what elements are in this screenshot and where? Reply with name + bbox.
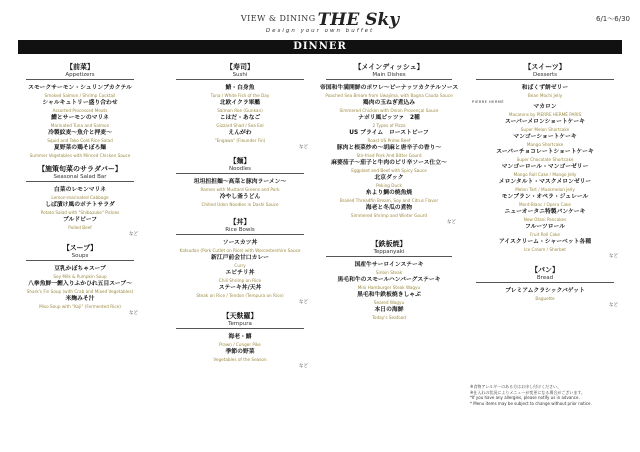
item-jp: 米麹みそ汁 [65, 296, 95, 302]
item-en: Curry [234, 262, 246, 268]
item-jp: 豚肉と根菜炒め～胡麻と唐辛子の香り～ [336, 145, 442, 151]
and-more-note: など [299, 364, 308, 369]
footnotes [470, 384, 625, 406]
item-en: New Otani Pancakes [523, 216, 567, 222]
item-en: Bean Mochi Jelly [527, 92, 563, 98]
menu-item [20, 145, 140, 158]
item-jp: 北京ダック [374, 175, 404, 181]
pierre-herme-logo: PIERRE HERMÉ [472, 100, 505, 104]
menu-item [170, 349, 310, 362]
item-jp: 本日の海鮮 [374, 307, 404, 313]
section-title-jp: 【寿司】 [226, 63, 254, 71]
section-main-dishes [320, 62, 458, 80]
column-4 [470, 62, 620, 314]
item-jp: エビチリ丼 [225, 270, 255, 276]
item-en: Squid and Tako Cold Rice Salad [47, 137, 113, 143]
item-jp: マンゴーショートケーキ [513, 134, 577, 140]
item-jp: 黒毛和牛鉄板焼きしゃぶ [357, 292, 421, 298]
item-jp: プレミアムクラシックバゲット [505, 288, 585, 294]
item-en: Miso Soup with "Koji" (Fermented Rice) [39, 303, 121, 309]
item-jp: 国産牛サーロインステーキ [354, 262, 424, 268]
item-jp: 冷やし釜うどん [219, 194, 261, 200]
item-en: Macarons by PIERRE HERMÉ PARIS [508, 111, 582, 117]
column-1 [20, 62, 140, 322]
item-en: Seared Wagyu [373, 299, 405, 305]
menu-item [320, 115, 458, 128]
menu-item [170, 115, 310, 128]
section-title-en: Seasonal Salad Bar [26, 174, 134, 182]
column-3 [320, 62, 458, 322]
item-en: Mini Hamburger Steak Wagyu [357, 284, 421, 290]
item-en: Gizzard Shad / Sea Eel [216, 122, 264, 128]
item-jp: フルーツロール [525, 224, 565, 230]
section-noodles [170, 156, 310, 174]
menu-item [470, 179, 620, 192]
section-title-jp: 【スープ】 [62, 244, 98, 252]
menu-item [170, 240, 310, 253]
item-jp: しば漬け風のポテトサラダ [45, 202, 115, 208]
item-en: Today's Seafood [372, 314, 406, 320]
menu-item [170, 179, 310, 192]
item-en: Potato Salad with "Shibazuke" Pickles [40, 209, 120, 215]
item-jp: 白菜のレモンマリネ [53, 187, 107, 193]
item-jp: 糸より鯛の焼魚焼 [365, 190, 413, 196]
and-more-note: など [299, 300, 308, 305]
item-en: Broiled Threadfin Bream, Soy and Citrus Flavor [339, 197, 439, 203]
item-en: Roast US Prime Beef [367, 137, 411, 143]
item-en: Smoked Salmon / Shrimp Cocktail [44, 92, 116, 98]
logo-main: THE Sky [317, 10, 400, 30]
section-sushi [170, 62, 310, 80]
item-jp: プルドビーフ [62, 217, 98, 223]
menu-item [320, 307, 458, 320]
item-jp: 季節の野菜 [225, 349, 255, 355]
menu-item [170, 334, 310, 347]
item-en: Assorted Processed Meats [52, 107, 108, 113]
menu-item [170, 255, 310, 268]
and-more-note: など [129, 232, 138, 237]
menu-item [20, 281, 140, 294]
item-jp: アイスクリーム・シャーベット各種 [498, 239, 592, 245]
note-change-en: * Menu items may be subject to change without prior notice. [470, 400, 592, 406]
item-jp: マンゴーロール・マンゴーゼリー [501, 164, 589, 170]
item-en: Sirloin Steak [375, 269, 403, 275]
item-jp: 夏野菜の鶏そぼろ麺 [53, 145, 107, 151]
menu-item [20, 202, 140, 215]
and-more-note: など [609, 254, 618, 259]
item-en: Super Chocolate Shortcake [516, 156, 574, 162]
item-en: Ramen with Mustard Greens and Pork [200, 186, 280, 192]
item-jp: 黒毛和牛のスモールハンバーグステーキ [337, 277, 441, 283]
menu-item [470, 85, 620, 98]
menu-item [470, 209, 620, 222]
item-en: Ice Cream / Sherbet [524, 246, 566, 252]
item-en: Katsudon (Pork Cutlet on Rice) with Worcestershire Sauce [179, 247, 301, 253]
menu-item [320, 145, 458, 158]
item-en: Tuna / White Fish of the Day [210, 92, 270, 98]
item-jp: 海老・鱚 [228, 334, 252, 340]
item-en: Prawn / Conger Pike [219, 341, 261, 347]
section-title-jp: 【丼】 [229, 218, 251, 226]
menu-item [20, 217, 140, 230]
item-jp: こはだ・あなご [219, 115, 261, 121]
item-jp: 新江戸前会甘口カレー [211, 255, 269, 261]
item-jp: 冷製紋麦～魚介と押麦～ [48, 130, 112, 136]
menu-item [170, 270, 310, 283]
item-jp: ニューオータニ特製パンケーキ [504, 209, 586, 215]
item-jp: スーパーメロンショートケーキ [505, 119, 585, 125]
menu-item [170, 194, 310, 207]
column-2 [170, 62, 310, 375]
item-jp: ソースカツ丼 [222, 240, 258, 246]
item-en: Mango Roll Cake / Mango Jelly [513, 171, 577, 177]
item-jp: ナポリ風ピッツァ 2種 [358, 115, 420, 121]
item-jp: えんがわ [228, 130, 252, 136]
logo-prefix: VIEW & DINING [240, 14, 316, 23]
logo-tagline: Design your own buffet [265, 28, 375, 34]
menu-item [470, 149, 620, 162]
menu-item [470, 194, 620, 207]
item-en: 2 Types of Pizza [372, 122, 406, 128]
section-title-jp: 【天麩羅】 [222, 312, 258, 320]
item-jp: 鯖・白身魚 [225, 85, 255, 91]
and-more-note: など [447, 220, 456, 225]
item-en: Baguette [535, 295, 555, 301]
section-title-en: Bread [476, 275, 614, 283]
item-en: Soy Milk & Pumpkin Soup [53, 273, 107, 279]
menu-item [170, 285, 310, 298]
section-title-jp: 【メインディッシュ】 [354, 63, 424, 71]
section-title-jp: 【施策旬菜のサラダバー】 [38, 165, 122, 173]
menu-item [320, 277, 458, 290]
item-jp: メロンタルト・マスクメロンゼリー [498, 179, 592, 185]
item-jp: 坦坦担担麺～高菜と豚肉ラーメン～ [193, 179, 287, 185]
item-en: Mont-Blanc / Opera Cake [519, 201, 571, 207]
menu-item [320, 160, 458, 173]
item-jp: 海老と冬瓜の煮物 [365, 205, 413, 211]
item-en: Eggplant and Beef with Spicy Sauce [351, 167, 427, 173]
menu-item [170, 100, 310, 113]
menu-item [20, 187, 140, 200]
item-en: Melon Tart / Muskmelon Jelly [515, 186, 575, 192]
note-allergy-jp: ※食物アレルギーのある方はお申し付けください。 [470, 384, 562, 389]
note-allergy-en: *If you have any allergies, please notify us in advance. [470, 395, 580, 400]
and-more-note: など [609, 303, 618, 308]
item-en: Poached Sea Bream from Uwajima, with Bagna Cauda Sauce [325, 92, 453, 98]
item-jp: 和ばくず餅ゼリー [521, 85, 569, 91]
item-jp: 八拳魚鮮一鰹入りふかひれ五目スープ～ [28, 281, 132, 287]
item-en: Chilled Udon Noodles in Dashi Sauce [201, 201, 279, 207]
menu-item [20, 85, 140, 98]
item-en: Steak on Rice / Tendon (Tempura on Rice) [196, 292, 284, 298]
menu-item [20, 266, 140, 279]
item-en: "Engawa" (Flounder Fin) [214, 137, 266, 143]
section-title-en: Soups [26, 253, 134, 261]
item-en: Pulled Beef [68, 224, 92, 230]
menu-item [320, 205, 458, 218]
section-title-jp: 【鉄板焼】 [371, 240, 407, 248]
item-en: Marinated Tuna and Salmon [50, 122, 110, 128]
menu-item [320, 292, 458, 305]
menu-item [320, 130, 458, 143]
note-change-jp: ※仕入れの状況によりメニューが変更になる場合がございます。 [470, 389, 586, 395]
item-en: Stir-fried Pork And Bitter Gourd [356, 152, 422, 158]
item-jp: 鱧とサーモンのマリネ [51, 115, 109, 121]
header [0, 0, 640, 38]
and-more-note: など [299, 145, 308, 150]
section-rice-bowls [170, 217, 310, 235]
item-jp: US プライム ローストビーフ [349, 130, 429, 136]
item-jp: スモークサーモン・シュリンプカクテル [28, 85, 132, 91]
menu-item [470, 104, 620, 117]
section-title-jp: 【麺】 [229, 157, 251, 165]
menu-item [20, 100, 140, 113]
and-more-note: など [129, 311, 138, 316]
section-desserts [470, 62, 620, 80]
section-soups [20, 243, 140, 261]
menu-item [470, 239, 620, 252]
item-en: Simmered Chicken with Onion Provençal Sauce [339, 107, 439, 113]
date-range: 6/1～6/30 [596, 15, 630, 23]
menu-item [20, 130, 140, 143]
section-title-en: Noodles [176, 166, 304, 174]
section-bread [470, 265, 620, 283]
section-title-en: Tempura [176, 321, 304, 329]
item-en: Super Melon Shortcake [520, 126, 570, 132]
item-en: Salmon Roe (Gunkan) [217, 107, 263, 113]
section-title-en: Teppanyaki [326, 249, 452, 257]
item-en: Shark's Fin Soup (with Crab and Mixed Vegetables) [26, 288, 134, 294]
item-en: Summer Vegetables with Minced Chicken Sauce [29, 152, 131, 158]
item-en: Simmered Shrimp and Winter Gourd [350, 212, 428, 218]
item-jp: 豆乳かぼちゃスープ [54, 266, 106, 272]
logo [0, 10, 640, 34]
item-jp: マカロン [533, 104, 557, 110]
item-en: Vegetables of the Season [213, 356, 267, 362]
item-jp: 麻婆茄子～茄子と牛肉のピリ辛ソース仕立～ [331, 160, 447, 166]
menu-item [20, 296, 140, 309]
section-title-jp: 【パン】 [531, 266, 559, 274]
item-en: Fruit Roll Cake [530, 231, 560, 237]
menu-title: DINNER [18, 40, 622, 54]
section-title-en: Sushi [176, 72, 304, 80]
section-title-en: Appetizers [26, 72, 134, 80]
item-jp: スーパーチョコレートショートケーキ [496, 149, 594, 155]
item-jp: 帝国和牛満開鮮のポワレ～ピーナッツカクテルソース [320, 85, 459, 91]
menu-item [470, 164, 620, 177]
item-en: Peking Duck [376, 182, 402, 188]
item-jp: シャルキュトリー盛り合わせ [42, 100, 118, 106]
menu-item [470, 119, 620, 132]
section-title-en: Main Dishes [326, 72, 452, 80]
item-en: Mango Shortcake [526, 141, 564, 147]
section-salad [20, 164, 140, 182]
menu-item [470, 224, 620, 237]
item-jp: 鶏肉の玉ねぎ煮込み [362, 100, 416, 106]
menu-item [320, 85, 458, 98]
menu-item [170, 85, 310, 98]
menu-item [20, 115, 140, 128]
menu-item [320, 100, 458, 113]
section-teppanyaki [320, 239, 458, 257]
item-jp: ステーキ丼/天丼 [218, 285, 262, 291]
menu-item [470, 288, 620, 301]
section-tempura [170, 311, 310, 329]
section-title-en: Desserts [476, 72, 614, 80]
menu-item [170, 130, 310, 143]
section-title-jp: 【スイーツ】 [524, 63, 566, 71]
item-jp: 北欧イクラ軍艦 [219, 100, 261, 106]
item-jp: モンブラン・オペラ・ジュレール [501, 194, 589, 200]
section-title-en: Rice Bowls [176, 227, 304, 235]
section-title-jp: 【前菜】 [66, 63, 94, 71]
menu-item [320, 190, 458, 203]
item-en: Lemon-marinated Cabbage [51, 194, 109, 200]
section-appetizers [20, 62, 140, 80]
item-en: Chili Shrimp on Rice [218, 277, 262, 283]
menu-item [320, 262, 458, 275]
menu-item [470, 134, 620, 147]
menu-item [320, 175, 458, 188]
